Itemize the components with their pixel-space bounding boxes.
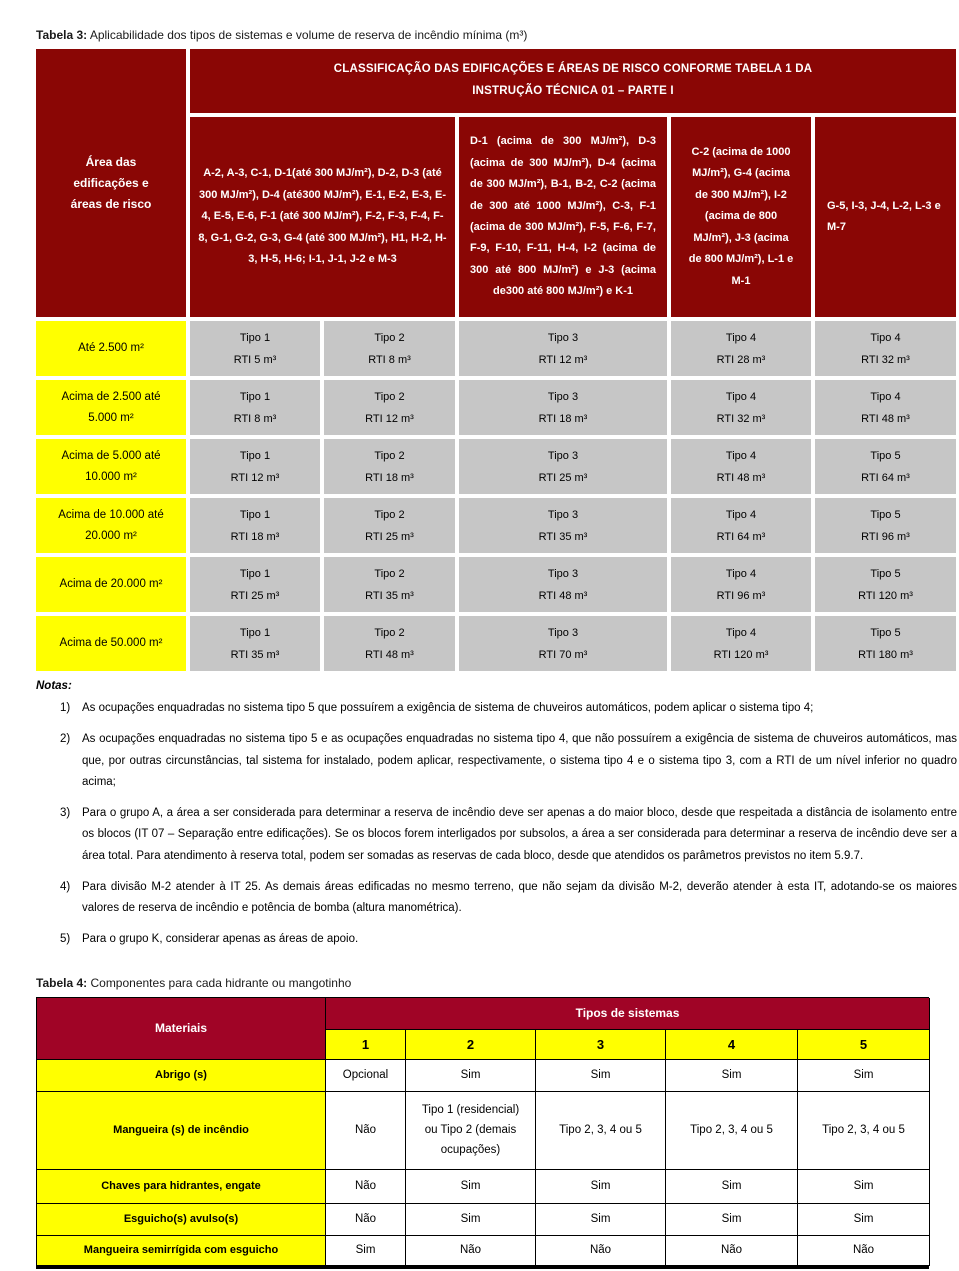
t3-rti: RTI 8 m³ bbox=[368, 353, 411, 366]
t3-tipo: Tipo 2 bbox=[374, 331, 405, 344]
table3-title bbox=[36, 28, 959, 42]
note-number: 2) bbox=[60, 733, 71, 746]
t3-tipo: Tipo 4 bbox=[870, 331, 901, 344]
t3-tipo: Tipo 5 bbox=[870, 508, 901, 521]
t3-tipo: Tipo 1 bbox=[239, 331, 271, 344]
t3-data-cell bbox=[324, 557, 455, 612]
t3-tipo: Tipo 2 bbox=[374, 626, 405, 639]
t3-group-header-4: G-5, I-3, J-4, L-2, L-3 e M-7 bbox=[815, 117, 956, 317]
t3-rti: RTI 12 m³ bbox=[365, 412, 414, 425]
t3-tipo: Tipo 4 bbox=[725, 449, 757, 462]
table3-aplicabilidade-sistemas bbox=[36, 49, 956, 671]
t3-data-cell bbox=[671, 498, 811, 553]
t4-value-cell: Sim bbox=[798, 1204, 930, 1236]
t4-system-col-3: 3 bbox=[536, 1030, 666, 1060]
t3-data-cell bbox=[815, 498, 956, 553]
t3-rti: RTI 35 m³ bbox=[365, 589, 414, 602]
t3-rti: RTI 25 m³ bbox=[230, 589, 280, 602]
t3-tipo: Tipo 2 bbox=[374, 449, 405, 462]
t3-rti: RTI 8 m³ bbox=[233, 412, 277, 425]
t3-tipo: Tipo 4 bbox=[725, 331, 757, 344]
t3-data-cell bbox=[671, 616, 811, 671]
t4-value-cell: Sim bbox=[406, 1204, 536, 1236]
t3-classification-header-line1: CLASSIFICAÇÃO DAS EDIFICAÇÕES E ÁREAS DE RISCO CONFORME TABELA 1 DA bbox=[333, 63, 813, 76]
t3-data-cell bbox=[324, 380, 455, 435]
t3-data-cell bbox=[459, 498, 667, 553]
note-text: Para o grupo A, a área a ser considerada para determinar a reserva de incêndio deve ser apenas a do maior bloco, desde que respeitada a distância de isolamento entre os blocos (IT 07 – Separação entre edificações). Se os blocos forem interligados por subsolos, a área a ser considerada para determinar a reserva de incêndio deve ser a área total. Para atendimento à reserva total, podem ser somadas as reservas de cada bloco, desde que atendidos os parâmetros previstos no item 5.9.7. bbox=[82, 807, 957, 862]
t3-data-cell bbox=[815, 321, 956, 376]
t3-tipo: Tipo 3 bbox=[547, 331, 579, 344]
note-number: 3) bbox=[60, 807, 71, 820]
table4-componentes-hidrante bbox=[36, 997, 929, 1269]
t4-materials-header: Materiais bbox=[37, 998, 326, 1060]
t4-value-cell: Sim bbox=[536, 1170, 666, 1204]
table3-title-text: Aplicabilidade dos tipos de sistemas e volume de reserva de incêndio mínima (m³) bbox=[87, 28, 528, 42]
t4-value-cell: Sim bbox=[666, 1060, 798, 1092]
t3-rti: RTI 180 m³ bbox=[858, 648, 913, 661]
t4-value-cell: Sim bbox=[406, 1170, 536, 1204]
t4-row-label: Mangueira (s) de incêndio bbox=[37, 1092, 326, 1170]
t3-tipo: Tipo 3 bbox=[547, 390, 579, 403]
t4-value-cell: Tipo 1 (residencial) ou Tipo 2 (demais ocupações) bbox=[406, 1092, 536, 1170]
t3-rti: RTI 12 m³ bbox=[538, 353, 588, 366]
t3-data-cell bbox=[190, 616, 320, 671]
note-number: 4) bbox=[60, 880, 71, 893]
t3-data-cell bbox=[671, 557, 811, 612]
t3-rti: RTI 48 m³ bbox=[861, 412, 910, 425]
t3-data-cell bbox=[815, 380, 956, 435]
notes-section bbox=[36, 680, 957, 951]
t3-rti: RTI 35 m³ bbox=[230, 648, 280, 661]
note-item-1 bbox=[60, 698, 957, 719]
note-item-3 bbox=[60, 803, 957, 867]
t3-tipo: Tipo 3 bbox=[547, 567, 579, 580]
t4-value-cell: Não bbox=[666, 1236, 798, 1266]
t3-rti: RTI 25 m³ bbox=[365, 530, 414, 543]
t3-data-cell bbox=[459, 557, 667, 612]
t4-value-cell: Sim bbox=[666, 1204, 798, 1236]
t4-value-cell: Não bbox=[798, 1236, 930, 1266]
t3-data-cell bbox=[324, 321, 455, 376]
t3-corner-header: Área das edificações e áreas de risco bbox=[36, 49, 186, 317]
t4-value-cell: Sim bbox=[666, 1170, 798, 1204]
t3-rti: RTI 18 m³ bbox=[538, 412, 588, 425]
t3-group-header-2: D-1 (acima de 300 MJ/m²), D-3 (acima de 300 MJ/m²), D-4 (acima de 300 MJ/m²), B-1, B-2, C-2 (acima de 300 até 1000 MJ/m²), C-3, F-1 (acima de 300 MJ/m²), F-5, F-6, F-7, F-9, F-10, F-11, H-4, I-2 (acima de 300 até 800 MJ/m²) e J-3 (acima de300 até 800 MJ/m²) e K-1 bbox=[459, 117, 667, 317]
t3-rti: RTI 120 m³ bbox=[713, 648, 769, 661]
t4-value-cell: Não bbox=[326, 1204, 406, 1236]
t3-data-cell bbox=[815, 557, 956, 612]
t3-tipo: Tipo 5 bbox=[870, 626, 901, 639]
t3-tipo: Tipo 2 bbox=[374, 390, 405, 403]
t4-value-cell: Sim bbox=[798, 1060, 930, 1092]
t3-tipo: Tipo 3 bbox=[547, 626, 579, 639]
t4-value-cell: Sim bbox=[406, 1060, 536, 1092]
t3-tipo: Tipo 5 bbox=[870, 449, 901, 462]
note-text: As ocupações enquadradas no sistema tipo 5 e as ocupações enquadradas no sistema tipo 4, que não possuírem a exigência de sistema de chuveiros automáticos, mas que, por outras circunstâncias, tal sistema for instalado, podem aplicar, respectivamente, o sistema tipo 4 e o sistema tipo 3, com a RTI de um nível inferior no quadro acima; bbox=[82, 733, 957, 788]
t4-row-label: Chaves para hidrantes, engate bbox=[37, 1170, 326, 1204]
t4-row-label: Abrigo (s) bbox=[37, 1060, 326, 1092]
t3-data-cell bbox=[459, 439, 667, 494]
t4-value-cell: Tipo 2, 3, 4 ou 5 bbox=[798, 1092, 930, 1170]
table3-title-prefix: Tabela 3: bbox=[36, 28, 88, 42]
t3-rti: RTI 32 m³ bbox=[861, 353, 910, 366]
t3-row-area-label: Acima de 50.000 m² bbox=[36, 616, 186, 671]
t4-value-cell: Opcional bbox=[326, 1060, 406, 1092]
t3-data-cell bbox=[190, 557, 320, 612]
t4-value-cell: Sim bbox=[536, 1060, 666, 1092]
t3-tipo: Tipo 3 bbox=[547, 508, 579, 521]
t3-rti: RTI 25 m³ bbox=[538, 471, 588, 484]
t3-row-area-label: Até 2.500 m² bbox=[36, 321, 186, 376]
t3-data-cell bbox=[190, 321, 320, 376]
table4-title bbox=[36, 976, 959, 990]
t4-system-col-4: 4 bbox=[666, 1030, 798, 1060]
t4-value-cell: Não bbox=[406, 1236, 536, 1266]
t3-data-cell bbox=[459, 321, 667, 376]
t3-tipo: Tipo 1 bbox=[239, 567, 271, 580]
note-item-2 bbox=[60, 729, 957, 793]
t4-row-label: Mangueira semirrígida com esguicho bbox=[37, 1236, 326, 1266]
t4-value-cell: Tipo 2, 3, 4 ou 5 bbox=[666, 1092, 798, 1170]
t3-row-area-label: Acima de 20.000 m² bbox=[36, 557, 186, 612]
t3-data-cell bbox=[324, 498, 455, 553]
t3-data-cell bbox=[815, 616, 956, 671]
note-number: 5) bbox=[60, 933, 71, 946]
t4-row-label: Esguicho(s) avulso(s) bbox=[37, 1204, 326, 1236]
t3-row-area-label: Acima de 10.000 até 20.000 m² bbox=[36, 498, 186, 553]
t4-value-cell: Não bbox=[326, 1092, 406, 1170]
t4-system-col-1: 1 bbox=[326, 1030, 406, 1060]
t3-data-cell bbox=[324, 439, 455, 494]
t3-rti: RTI 96 m³ bbox=[716, 589, 766, 602]
t3-tipo: Tipo 2 bbox=[374, 508, 405, 521]
t4-value-cell: Sim bbox=[536, 1204, 666, 1236]
t4-value-cell: Tipo 2, 3, 4 ou 5 bbox=[536, 1092, 666, 1170]
note-text: Para divisão M-2 atender à IT 25. As demais áreas edificadas no mesmo terreno, que não sejam da divisão M-2, deverão atender à esta IT, adotando-se os maiores valores de reserva de incêndio e potência de bomba (altura manométrica). bbox=[82, 880, 957, 915]
t4-value-cell: Sim bbox=[326, 1236, 406, 1266]
t3-classification-header-line2: INSTRUÇÃO TÉCNICA 01 – PARTE I bbox=[472, 85, 674, 97]
t3-data-cell bbox=[459, 380, 667, 435]
t3-rti: RTI 12 m³ bbox=[230, 471, 280, 484]
t3-rti: RTI 35 m³ bbox=[538, 530, 588, 543]
t4-value-cell: Não bbox=[326, 1170, 406, 1204]
t3-tipo: Tipo 2 bbox=[374, 567, 405, 580]
t4-value-cell: Não bbox=[536, 1236, 666, 1266]
note-text: As ocupações enquadradas no sistema tipo 5 que possuírem a exigência de sistema de chuveiros automáticos, podem aplicar o sistema tipo 4; bbox=[82, 702, 814, 714]
t4-system-col-2: 2 bbox=[406, 1030, 536, 1060]
t3-data-cell bbox=[190, 380, 320, 435]
t3-tipo: Tipo 4 bbox=[725, 390, 757, 403]
t3-row-area-label: Acima de 5.000 até 10.000 m² bbox=[36, 439, 186, 494]
t3-data-cell bbox=[671, 439, 811, 494]
t4-value-cell: Sim bbox=[798, 1170, 930, 1204]
table4-title-text: Componentes para cada hidrante ou mangotinho bbox=[87, 975, 352, 990]
t3-data-cell bbox=[459, 616, 667, 671]
table4-title-prefix: Tabela 4: bbox=[36, 975, 88, 990]
note-text: Para o grupo K, considerar apenas as áreas de apoio. bbox=[82, 933, 359, 946]
t3-group-header-3: C-2 (acima de 1000 MJ/m²), G-4 (acima de 300 MJ/m²), I-2 (acima de 800 MJ/m²), J-3 (acima de 800 MJ/m²), L-1 e M-1 bbox=[671, 117, 811, 317]
note-number: 1) bbox=[60, 702, 71, 714]
t4-system-col-5: 5 bbox=[798, 1030, 930, 1060]
t3-data-cell bbox=[324, 616, 455, 671]
t3-data-cell bbox=[671, 380, 811, 435]
t3-rti: RTI 5 m³ bbox=[233, 353, 277, 366]
t3-tipo: Tipo 1 bbox=[239, 508, 271, 521]
t3-rti: RTI 48 m³ bbox=[716, 471, 766, 484]
t3-rti: RTI 18 m³ bbox=[365, 471, 414, 484]
t3-rti: RTI 48 m³ bbox=[538, 589, 588, 602]
t3-data-cell bbox=[671, 321, 811, 376]
t3-tipo: Tipo 4 bbox=[870, 390, 901, 403]
t3-rti: RTI 64 m³ bbox=[716, 530, 766, 543]
t3-row-area-label: Acima de 2.500 até 5.000 m² bbox=[36, 380, 186, 435]
note-item-5 bbox=[60, 929, 957, 950]
t3-rti: RTI 28 m³ bbox=[716, 353, 766, 366]
t3-rti: RTI 32 m³ bbox=[716, 412, 766, 425]
t3-group-header-1: A-2, A-3, C-1, D-1(até 300 MJ/m²), D-2, D-3 (até 300 MJ/m²), D-4 (até300 MJ/m²), E-1, E-2, E-3, E-4, E-5, E-6, F-1 (até 300 MJ/m²), F-2, F-3, F-4, F-8, G-1, G-2, G-3, G-4 (até 300 MJ/m²), H1, H-2, H-3, H-5, H-6; I-1, J-1, J-2 e M-3 bbox=[190, 117, 455, 317]
t3-tipo: Tipo 4 bbox=[725, 508, 757, 521]
note-item-4 bbox=[60, 877, 957, 920]
t3-rti: RTI 120 m³ bbox=[858, 589, 913, 602]
t3-tipo: Tipo 3 bbox=[547, 449, 579, 462]
t3-tipo: Tipo 5 bbox=[870, 567, 901, 580]
t3-rti: RTI 96 m³ bbox=[861, 530, 910, 543]
t3-rti: RTI 48 m³ bbox=[365, 648, 414, 661]
t3-tipo: Tipo 1 bbox=[239, 449, 271, 462]
notes-heading: Notas: bbox=[36, 680, 72, 692]
t3-tipo: Tipo 1 bbox=[239, 626, 271, 639]
t3-rti: RTI 64 m³ bbox=[861, 471, 910, 484]
t3-tipo: Tipo 4 bbox=[725, 626, 757, 639]
t3-rti: RTI 70 m³ bbox=[538, 648, 588, 661]
t3-data-cell bbox=[815, 439, 956, 494]
t3-classification-header bbox=[190, 49, 956, 113]
t4-systems-header: Tipos de sistemas bbox=[326, 998, 930, 1030]
t3-tipo: Tipo 1 bbox=[239, 390, 271, 403]
t3-rti: RTI 18 m³ bbox=[230, 530, 280, 543]
t3-data-cell bbox=[190, 498, 320, 553]
t3-tipo: Tipo 4 bbox=[725, 567, 757, 580]
t3-data-cell bbox=[190, 439, 320, 494]
